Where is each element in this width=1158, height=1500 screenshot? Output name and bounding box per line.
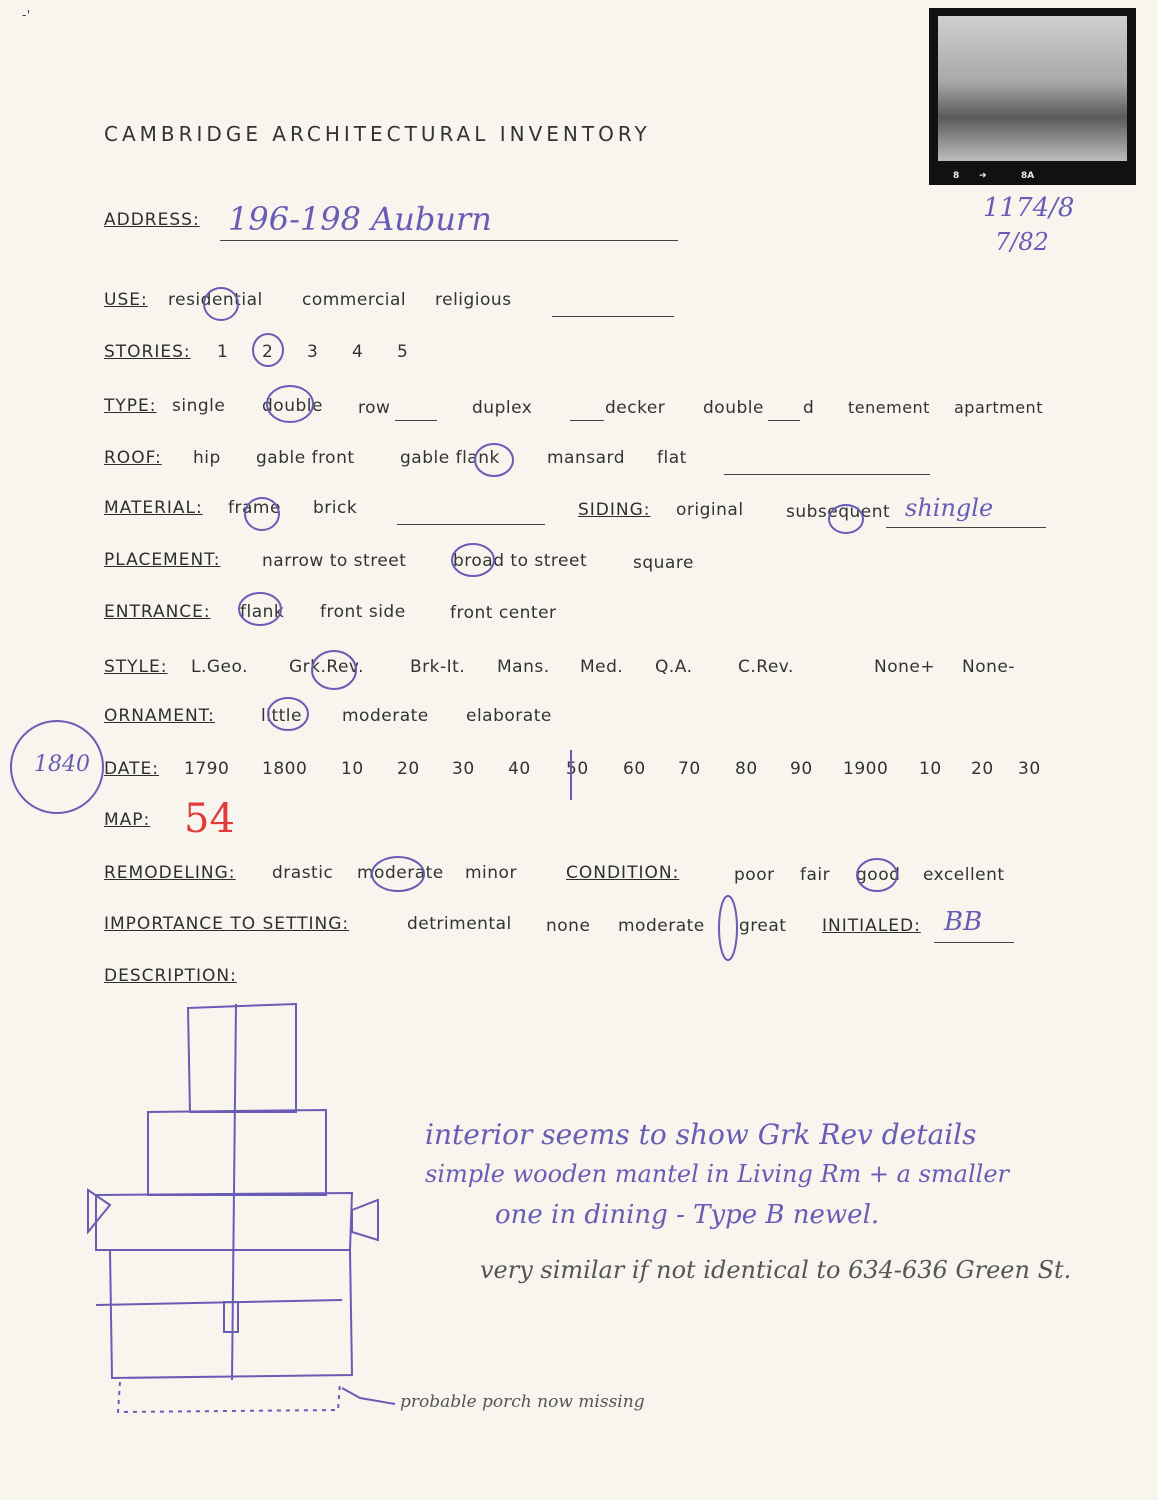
- placement-option-square: square: [633, 553, 694, 573]
- date-option-70: 70: [678, 759, 701, 779]
- date-label: DATE:: [104, 759, 159, 779]
- circle-moderate-remodel: [372, 857, 424, 891]
- style-option-none-plus: None+: [874, 657, 936, 677]
- stories-option-3: 3: [307, 342, 319, 362]
- date-option-30: 30: [452, 759, 475, 779]
- circle-good: [857, 859, 897, 891]
- stories-option-4: 4: [352, 342, 364, 362]
- circle-frame: [245, 498, 279, 530]
- type-option-decker: decker: [605, 398, 666, 418]
- corner-mark: -': [22, 8, 31, 22]
- description-note-4: very similar if not identical to 634-636 Green St.: [480, 1256, 1072, 1284]
- condition-option-fair: fair: [800, 865, 831, 885]
- importance-option-none: none: [546, 916, 591, 936]
- roof-option-gable-flank: gable flank: [400, 448, 500, 468]
- use-option-residential: residential: [168, 290, 263, 310]
- material-option-frame: frame: [228, 498, 281, 518]
- material-option-brick: brick: [313, 498, 358, 518]
- importance-option-detrimental: detrimental: [407, 914, 512, 934]
- frame-number-right: 8A: [1021, 171, 1035, 181]
- roof-option-mansard: mansard: [547, 448, 626, 468]
- remodeling-label: REMODELING:: [104, 863, 236, 883]
- placement-option-broad: broad to street: [453, 551, 588, 571]
- type-option-tenement: tenement: [848, 398, 930, 417]
- circle-1840: [11, 721, 103, 813]
- material-label: MATERIAL:: [104, 498, 203, 518]
- remodeling-option-moderate: moderate: [357, 863, 444, 883]
- description-note-1: interior seems to show Grk Rev details: [425, 1118, 977, 1151]
- date-option-10: 10: [341, 759, 364, 779]
- use-option-commercial: commercial: [302, 290, 407, 310]
- style-label: STYLE:: [104, 657, 168, 677]
- ornament-option-elaborate: elaborate: [466, 706, 552, 726]
- frame-arrow-icon: ➜: [979, 171, 987, 181]
- remodeling-option-minor: minor: [465, 863, 517, 883]
- date-option-50: 50: [566, 759, 589, 779]
- roof-option-hip: hip: [193, 448, 221, 468]
- style-option-qa: Q.A.: [655, 657, 693, 677]
- date-option-80: 80: [735, 759, 758, 779]
- entrance-option-front-side: front side: [320, 602, 406, 622]
- style-option-mans: Mans.: [497, 657, 550, 677]
- date-option-20b: 20: [971, 759, 994, 779]
- ornament-option-moderate: moderate: [342, 706, 429, 726]
- type-option-double: double: [262, 396, 323, 416]
- style-option-brkit: Brk-It.: [410, 657, 466, 677]
- siding-value: shingle: [905, 494, 994, 522]
- ornament-option-little: little: [261, 706, 302, 726]
- style-option-grkrev: Grk.Rev.: [289, 657, 365, 677]
- condition-option-good: good: [856, 865, 901, 885]
- floor-plan-sketch: [88, 1004, 395, 1412]
- importance-option-moderate: moderate: [618, 916, 705, 936]
- date-option-40: 40: [508, 759, 531, 779]
- use-label: USE:: [104, 290, 148, 310]
- date-option-1800: 1800: [262, 759, 308, 779]
- circle-little: [268, 698, 308, 730]
- circle-residential: [204, 288, 238, 320]
- remodeling-option-drastic: drastic: [272, 863, 334, 883]
- date-margin-note: 1840: [34, 752, 90, 777]
- date-option-90: 90: [790, 759, 813, 779]
- style-option-lgeo: L.Geo.: [191, 657, 249, 677]
- condition-option-excellent: excellent: [923, 865, 1005, 885]
- description-label: DESCRIPTION:: [104, 966, 237, 986]
- siding-label: SIDING:: [578, 500, 651, 520]
- circle-stories-2: [253, 334, 283, 366]
- circle-grk-rev: [312, 651, 356, 689]
- siding-option-original: original: [676, 500, 744, 520]
- type-option-single: single: [172, 396, 226, 416]
- stories-option-2: 2: [262, 342, 274, 362]
- frame-number-left: 8: [953, 171, 960, 181]
- initialed-label: INITIALED:: [822, 916, 921, 936]
- circle-flank: [239, 593, 281, 625]
- date-option-30b: 30: [1018, 759, 1041, 779]
- ornament-label: ORNAMENT:: [104, 706, 215, 726]
- initialed-value: BB: [944, 907, 983, 937]
- use-option-religious: religious: [435, 290, 512, 310]
- date-option-20: 20: [397, 759, 420, 779]
- circle-broad: [452, 544, 494, 576]
- description-note-3: one in dining - Type B newel.: [495, 1200, 880, 1230]
- style-option-none-minus: None-: [962, 657, 1015, 677]
- description-note-2: simple wooden mantel in Living Rm + a smaller: [425, 1160, 1009, 1188]
- circle-type-double: [267, 386, 313, 422]
- placement-option-narrow: narrow to street: [262, 551, 407, 571]
- map-value: 54: [184, 796, 235, 842]
- photo-ref-line2: 7/82: [995, 228, 1049, 256]
- siding-option-subsequent: subsequent: [786, 502, 891, 522]
- stories-option-5: 5: [397, 342, 409, 362]
- stories-option-1: 1: [217, 342, 229, 362]
- circle-gable-flank: [475, 444, 513, 476]
- address-label: ADDRESS:: [104, 210, 200, 230]
- date-option-10b: 10: [919, 759, 942, 779]
- type-option-d: d: [803, 398, 815, 418]
- date-option-60: 60: [623, 759, 646, 779]
- circle-subsequent: [829, 505, 863, 533]
- type-option-apartment: apartment: [954, 398, 1043, 417]
- importance-option-great: great: [739, 916, 787, 936]
- importance-label: IMPORTANCE TO SETTING:: [104, 914, 350, 934]
- map-label: MAP:: [104, 810, 151, 830]
- condition-option-poor: poor: [734, 865, 775, 885]
- circle-great: [719, 896, 737, 960]
- sketch-note: probable porch now missing: [400, 1392, 645, 1412]
- entrance-option-flank: flank: [240, 602, 285, 622]
- page-title: CAMBRIDGE ARCHITECTURAL INVENTORY: [104, 122, 651, 146]
- roof-label: ROOF:: [104, 448, 162, 468]
- roof-option-flat: flat: [657, 448, 687, 468]
- condition-label: CONDITION:: [566, 863, 680, 883]
- photo-ref-line1: 1174/8: [983, 193, 1075, 223]
- style-option-med: Med.: [580, 657, 624, 677]
- type-option-row: row: [358, 398, 391, 418]
- address-value: 196-198 Auburn: [228, 200, 492, 238]
- roof-option-gable-front: gable front: [256, 448, 355, 468]
- type-label: TYPE:: [104, 396, 157, 416]
- placement-label: PLACEMENT:: [104, 550, 221, 570]
- stories-label: STORIES:: [104, 342, 191, 362]
- type-option-duplex: duplex: [472, 398, 533, 418]
- entrance-option-front-center: front center: [450, 603, 557, 623]
- style-option-crev: C.Rev.: [738, 657, 794, 677]
- date-option-1790: 1790: [184, 759, 230, 779]
- entrance-label: ENTRANCE:: [104, 602, 211, 622]
- type-option-double-d: double: [703, 398, 764, 418]
- date-option-1900: 1900: [843, 759, 889, 779]
